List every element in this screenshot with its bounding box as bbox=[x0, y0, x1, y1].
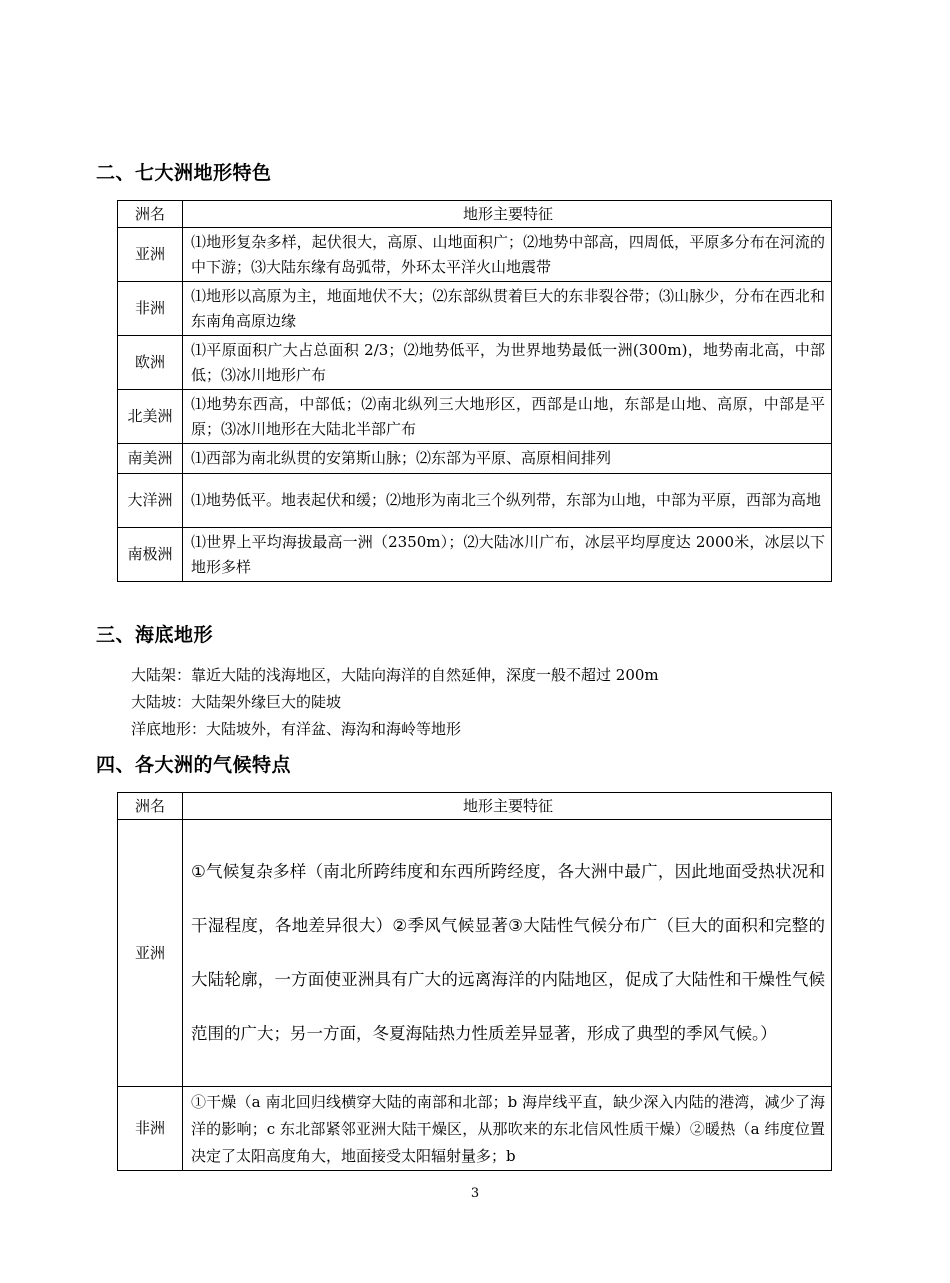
continent-name: 北美洲 bbox=[118, 390, 183, 444]
table-header-row bbox=[118, 201, 832, 228]
continent-name: 亚洲 bbox=[118, 820, 183, 1087]
continent-name: 欧洲 bbox=[118, 336, 183, 390]
seafloor-line: 洋底地形：大陆坡外，有洋盆、海沟和海岭等地形 bbox=[131, 720, 462, 738]
table-header-row bbox=[118, 793, 832, 820]
section-4-heading: 四、各大洲的气候特点 bbox=[96, 754, 292, 776]
continent-name: 非洲 bbox=[118, 282, 183, 336]
table-row bbox=[118, 474, 832, 528]
seafloor-line: 大陆坡：大陆架外缘巨大的陡坡 bbox=[131, 693, 342, 711]
climate-feature: ①气候复杂多样（南北所跨纬度和东西所跨经度，各大洲中最广，因此地面受热状况和干湿程度，各地差异很大）②季风气候显著③大陆性气候分布广（巨大的面积和完整的大陆轮廓，一方面使亚洲具有广大的远离海洋的内陆地区，促成了大陆性和干燥性气候范围的广大；另一方面，冬夏海陆热力性质差异显著，形成了典型的季风气候。） bbox=[183, 820, 832, 1087]
section-2-heading: 二、七大洲地形特色 bbox=[96, 162, 272, 184]
landform-table bbox=[117, 200, 832, 582]
table-row bbox=[118, 228, 832, 282]
header-feature: 地形主要特征 bbox=[183, 793, 832, 820]
table-row bbox=[118, 390, 832, 444]
table-row bbox=[118, 528, 832, 582]
seafloor-line: 大陆架：靠近大陆的浅海地区，大陆向海洋的自然延伸，深度一般不超过 200m bbox=[131, 666, 659, 684]
landform-feature: ⑴地势低平。地表起伏和缓；⑵地形为南北三个纵列带，东部为山地，中部为平原，西部为高地 bbox=[183, 474, 832, 528]
landform-feature: ⑴地形复杂多样，起伏很大，高原、山地面积广；⑵地势中部高，四周低，平原多分布在河流的中下游；⑶大陆东缘有岛弧带，外环太平洋火山地震带 bbox=[183, 228, 832, 282]
header-continent: 洲名 bbox=[118, 793, 183, 820]
continent-name: 大洋洲 bbox=[118, 474, 183, 528]
section-3-heading: 三、海底地形 bbox=[96, 624, 214, 646]
landform-feature: ⑴世界上平均海拔最高一洲（2350m）；⑵大陆冰川广布，冰层平均厚度达 2000米，冰层以下地形多样 bbox=[183, 528, 832, 582]
landform-feature: ⑴西部为南北纵贯的安第斯山脉；⑵东部为平原、高原相间排列 bbox=[183, 444, 832, 474]
table-row bbox=[118, 336, 832, 390]
table-row bbox=[118, 444, 832, 474]
climate-table bbox=[117, 792, 832, 1171]
table-row bbox=[118, 1087, 832, 1171]
landform-feature: ⑴平原面积广大占总面积 2/3；⑵地势低平，为世界地势最低一洲(300m)，地势南北高，中部低；⑶冰川地形广布 bbox=[183, 336, 832, 390]
page-number: 3 bbox=[470, 1186, 480, 1201]
climate-feature: ①干燥（a 南北回归线横穿大陆的南部和北部；b 海岸线平直，缺少深入内陆的港湾，减少了海洋的影响；c 东北部紧邻亚洲大陆干燥区，从那吹来的东北信风性质干燥）②暖热（a 纬度位置决定了太阳高度角大，地面接受太阳辐射量多；b bbox=[183, 1087, 832, 1171]
continent-name: 亚洲 bbox=[118, 228, 183, 282]
table-row bbox=[118, 820, 832, 1087]
continent-name: 非洲 bbox=[118, 1087, 183, 1171]
continent-name: 南美洲 bbox=[118, 444, 183, 474]
table-row bbox=[118, 282, 832, 336]
header-feature: 地形主要特征 bbox=[183, 201, 832, 228]
continent-name: 南极洲 bbox=[118, 528, 183, 582]
landform-feature: ⑴地形以高原为主，地面地伏不大；⑵东部纵贯着巨大的东非裂谷带；⑶山脉少，分布在西北和东南角高原边缘 bbox=[183, 282, 832, 336]
landform-feature: ⑴地势东西高，中部低；⑵南北纵列三大地形区，西部是山地，东部是山地、高原，中部是平原；⑶冰川地形在大陆北半部广布 bbox=[183, 390, 832, 444]
header-continent: 洲名 bbox=[118, 201, 183, 228]
